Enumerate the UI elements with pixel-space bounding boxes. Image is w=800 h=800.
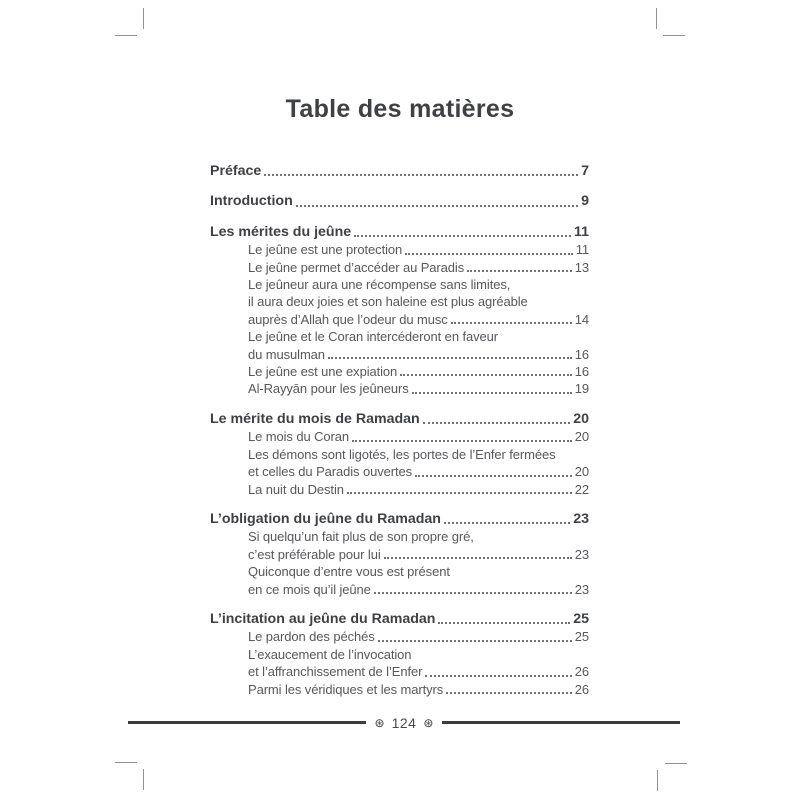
toc-entry-page: 9 xyxy=(581,193,589,210)
toc-sub-entry xyxy=(210,363,589,380)
dot-leader xyxy=(374,592,572,594)
dot-leader xyxy=(438,622,570,624)
toc-entry-label: Les mérites du jeûne xyxy=(210,223,352,240)
toc-entry-page: 20 xyxy=(574,464,589,480)
toc-entry-label: Le mérite du mois de Ramadan xyxy=(210,410,420,427)
crop-mark-top-right-horizontal xyxy=(663,35,685,36)
dot-leader xyxy=(378,640,572,642)
dot-leader xyxy=(451,322,572,324)
toc-section-entry xyxy=(210,611,589,628)
toc-entry-page: 23 xyxy=(574,546,589,562)
dot-leader xyxy=(412,392,572,394)
toc-sub-entry xyxy=(210,546,589,563)
toc-sub-entry xyxy=(210,293,589,310)
page-number-block xyxy=(366,715,443,731)
crop-mark-bottom-right-vertical xyxy=(657,770,658,791)
toc-entry-label: c’est préférable pour lui xyxy=(248,546,381,562)
toc-sub-entry xyxy=(210,276,589,293)
dot-leader xyxy=(400,374,572,376)
toc-sub-entry xyxy=(210,528,589,545)
toc-sub-entry xyxy=(210,380,589,397)
toc-sub-entry xyxy=(210,446,589,463)
crop-mark-bottom-left-vertical xyxy=(143,769,144,790)
toc-sub-entry xyxy=(210,241,589,258)
page-footer xyxy=(128,712,680,734)
toc-entry-page: 19 xyxy=(574,381,589,397)
toc-entry-label: en ce mois qu’il jeûne xyxy=(248,581,371,597)
toc-entry-label: Le jeûneur aura une récompense sans limites, xyxy=(248,277,511,293)
dot-leader xyxy=(347,492,572,494)
toc-sub-entry xyxy=(210,663,589,680)
dot-leader xyxy=(264,174,578,176)
crop-mark-top-right-vertical xyxy=(656,8,657,29)
toc-entry-label: auprès d’Allah que l’odeur du musc xyxy=(248,311,448,327)
dot-leader xyxy=(415,475,572,477)
toc-sub-entry xyxy=(210,328,589,345)
toc-section-entry xyxy=(210,163,589,180)
toc-entry-label: Quiconque d’entre vous est présent xyxy=(248,564,450,580)
toc-sub-entry xyxy=(210,346,589,363)
toc-sub-entry xyxy=(210,646,589,663)
toc-sub-entry xyxy=(210,311,589,328)
toc-sub-entry xyxy=(210,681,589,698)
dot-leader xyxy=(467,270,572,272)
ornament-icon: ⊛ xyxy=(374,716,385,730)
toc-entry-label: Le mois du Coran xyxy=(248,429,350,445)
toc-sub-entry xyxy=(210,581,589,598)
toc-entry-page: 25 xyxy=(574,629,589,645)
dot-leader xyxy=(384,557,572,559)
toc-sub-entry xyxy=(210,463,589,480)
toc-entry-label: Al-Rayyān pour les jeûneurs xyxy=(248,381,409,397)
toc-entry-label: Le pardon des péchés xyxy=(248,629,375,645)
dot-leader xyxy=(425,675,571,677)
toc-entry-label: Préface xyxy=(210,163,262,179)
dot-leader xyxy=(446,692,572,694)
dot-leader xyxy=(328,357,572,359)
toc-entry-label: Si quelqu’un fait plus de son propre gré, xyxy=(248,529,474,545)
crop-mark-top-left-horizontal xyxy=(115,35,137,36)
crop-mark-bottom-left-horizontal xyxy=(115,762,137,763)
toc-entry-page: 25 xyxy=(573,610,589,627)
crop-mark-top-left-vertical xyxy=(143,8,144,29)
toc-entry-page: 16 xyxy=(574,346,589,362)
toc-sub-entry xyxy=(210,259,589,276)
toc-sub-entry xyxy=(210,428,589,445)
toc-entry-label: Le jeûne et le Coran intercéderont en faveur xyxy=(248,329,498,345)
toc-entry-page: 11 xyxy=(575,242,589,258)
toc-entry-page: 23 xyxy=(573,510,589,527)
dot-leader xyxy=(296,205,578,207)
dot-leader xyxy=(352,440,572,442)
toc-entry-label: et celles du Paradis ouvertes xyxy=(248,464,413,480)
page-number: 124 xyxy=(391,715,417,731)
dot-leader xyxy=(354,235,571,237)
toc-entry-label: Le jeûne permet d’accéder au Paradis xyxy=(248,259,465,275)
toc-entry-label: Parmi les véridiques et les martyrs xyxy=(248,681,444,697)
toc-section-entry xyxy=(210,224,589,241)
toc-sub-entry xyxy=(210,628,589,645)
toc-section-entry xyxy=(210,411,589,428)
toc-entry-label: Le jeûne est une expiation xyxy=(248,364,398,380)
toc-section-entry xyxy=(210,511,589,528)
toc-entry-page: 20 xyxy=(573,410,589,427)
toc-sub-entry xyxy=(210,481,589,498)
toc-entry-page: 20 xyxy=(574,429,589,445)
toc-entry-page: 16 xyxy=(574,364,589,380)
crop-mark-bottom-right-horizontal xyxy=(665,763,687,764)
toc-entry-page: 7 xyxy=(581,163,589,179)
table-of-contents xyxy=(210,163,589,698)
toc-entry-page: 11 xyxy=(574,223,589,240)
ornament-icon: ⊛ xyxy=(423,716,434,730)
dot-leader xyxy=(405,253,573,255)
toc-entry-page: 26 xyxy=(574,681,589,697)
toc-entry-label: L’obligation du jeûne du Ramadan xyxy=(210,510,441,527)
toc-entry-page: 23 xyxy=(574,581,589,597)
toc-entry-label: L’exaucement de l’invocation xyxy=(248,646,412,662)
toc-section-entry xyxy=(210,193,589,210)
toc-sub-entry xyxy=(210,563,589,580)
toc-entry-label: il aura deux joies et son haleine est plus agréable xyxy=(248,294,528,310)
page-title: Table des matières xyxy=(285,95,515,123)
toc-entry-label: Introduction xyxy=(210,193,293,210)
toc-entry-label: Le jeûne est une protection xyxy=(248,242,403,258)
toc-entry-label: L’incitation au jeûne du Ramadan xyxy=(210,610,436,627)
toc-entry-label: La nuit du Destin xyxy=(248,481,344,497)
toc-entry-page: 14 xyxy=(574,311,589,327)
toc-entry-page: 13 xyxy=(574,259,589,275)
toc-entry-page: 26 xyxy=(574,664,589,680)
toc-entry-page: 22 xyxy=(574,481,589,497)
dot-leader xyxy=(423,422,571,424)
dot-leader xyxy=(444,522,570,524)
toc-entry-label: et l’affranchissement de l’Enfer xyxy=(248,664,423,680)
toc-entry-label: du musulman xyxy=(248,346,325,362)
toc-entry-label: Les démons sont ligotés, les portes de l’Enfer fermées xyxy=(248,446,556,462)
